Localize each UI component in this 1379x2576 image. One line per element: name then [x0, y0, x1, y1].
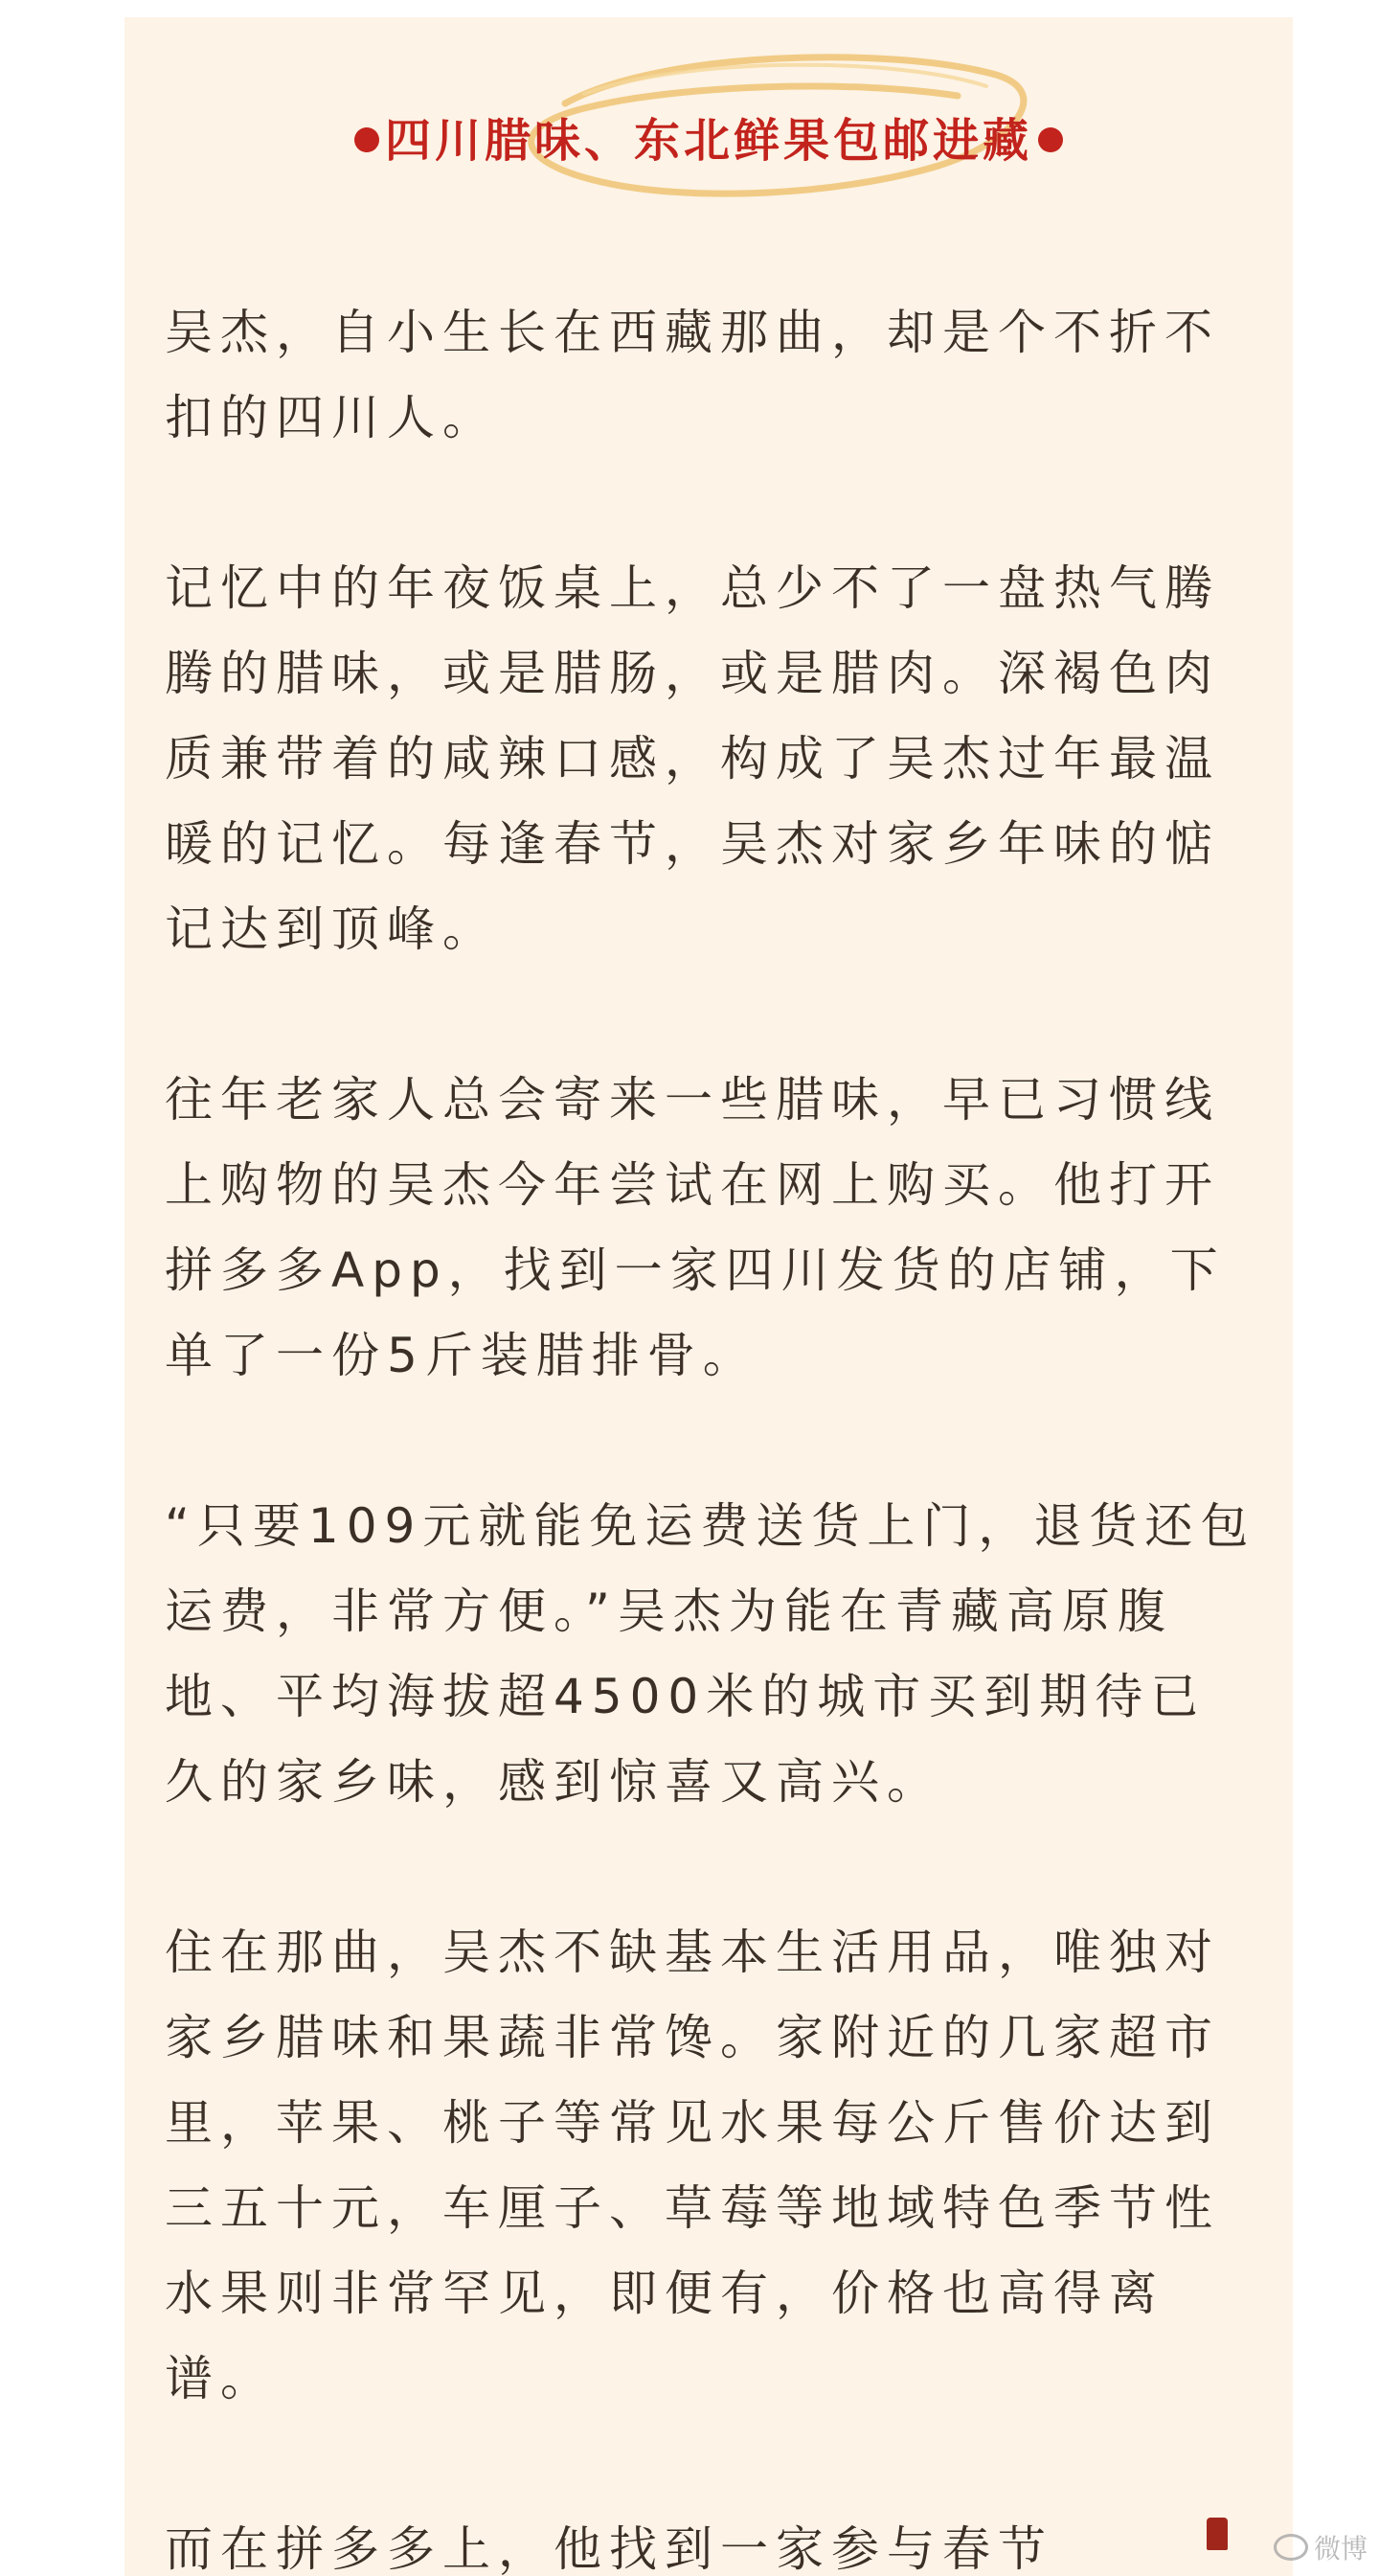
paragraph: 记忆中的年夜饭桌上，总少不了一盘热气腾腾的腊味，或是腊肠，或是腊肉。深褐色肉质兼带着的咸辣口感，构成了吴杰过年最温暖的记忆。每逢春节，吴杰对家乡年味的惦记达到顶峰。	[165, 560, 1220, 957]
heading-left-dot-icon	[354, 127, 379, 152]
cut-off-glyph-icon	[1207, 2518, 1228, 2550]
article-card	[124, 17, 1293, 2576]
paragraph: 往年老家人总会寄来一些腊味，早已习惯线上购物的吴杰今年尝试在网上购买。他打开拼多多App，找到一家四川发货的店铺，下单了一份5斤装腊排骨。	[165, 1072, 1226, 1383]
paragraph-partial: 而在拼多多上，他找到一家参与春节	[165, 2521, 1053, 2576]
heading-text-row	[124, 103, 1293, 170]
paragraph: “只要109元就能免运费送货上门，退货还包运费，非常方便。”吴杰为能在青藏高原腹地、平均海拔超4500米的城市买到期待已久的家乡味，感到惊喜又高兴。	[165, 1498, 1256, 1810]
watermark	[1274, 2528, 1368, 2566]
weibo-logo-icon	[1274, 2534, 1308, 2561]
heading-right-dot-icon	[1038, 127, 1063, 152]
section-heading	[124, 36, 1293, 228]
heading-title: 四川腊味、东北鲜果包邮进藏	[384, 114, 1032, 168]
paragraph: 吴杰，自小生长在西藏那曲，却是个不折不扣的四川人。	[165, 305, 1220, 445]
paragraph: 住在那曲，吴杰不缺基本生活用品，唯独对家乡腊味和果蔬非常馋。家附近的几家超市里，苹果、桃子等常见水果每公斤售价达到三五十元，车厘子、草莓等地域特色季节性水果则非常罕见，即便有，价格也高得离谱。	[165, 1925, 1220, 2406]
article-body	[165, 290, 1256, 2576]
watermark-text: 微博	[1313, 2533, 1368, 2565]
